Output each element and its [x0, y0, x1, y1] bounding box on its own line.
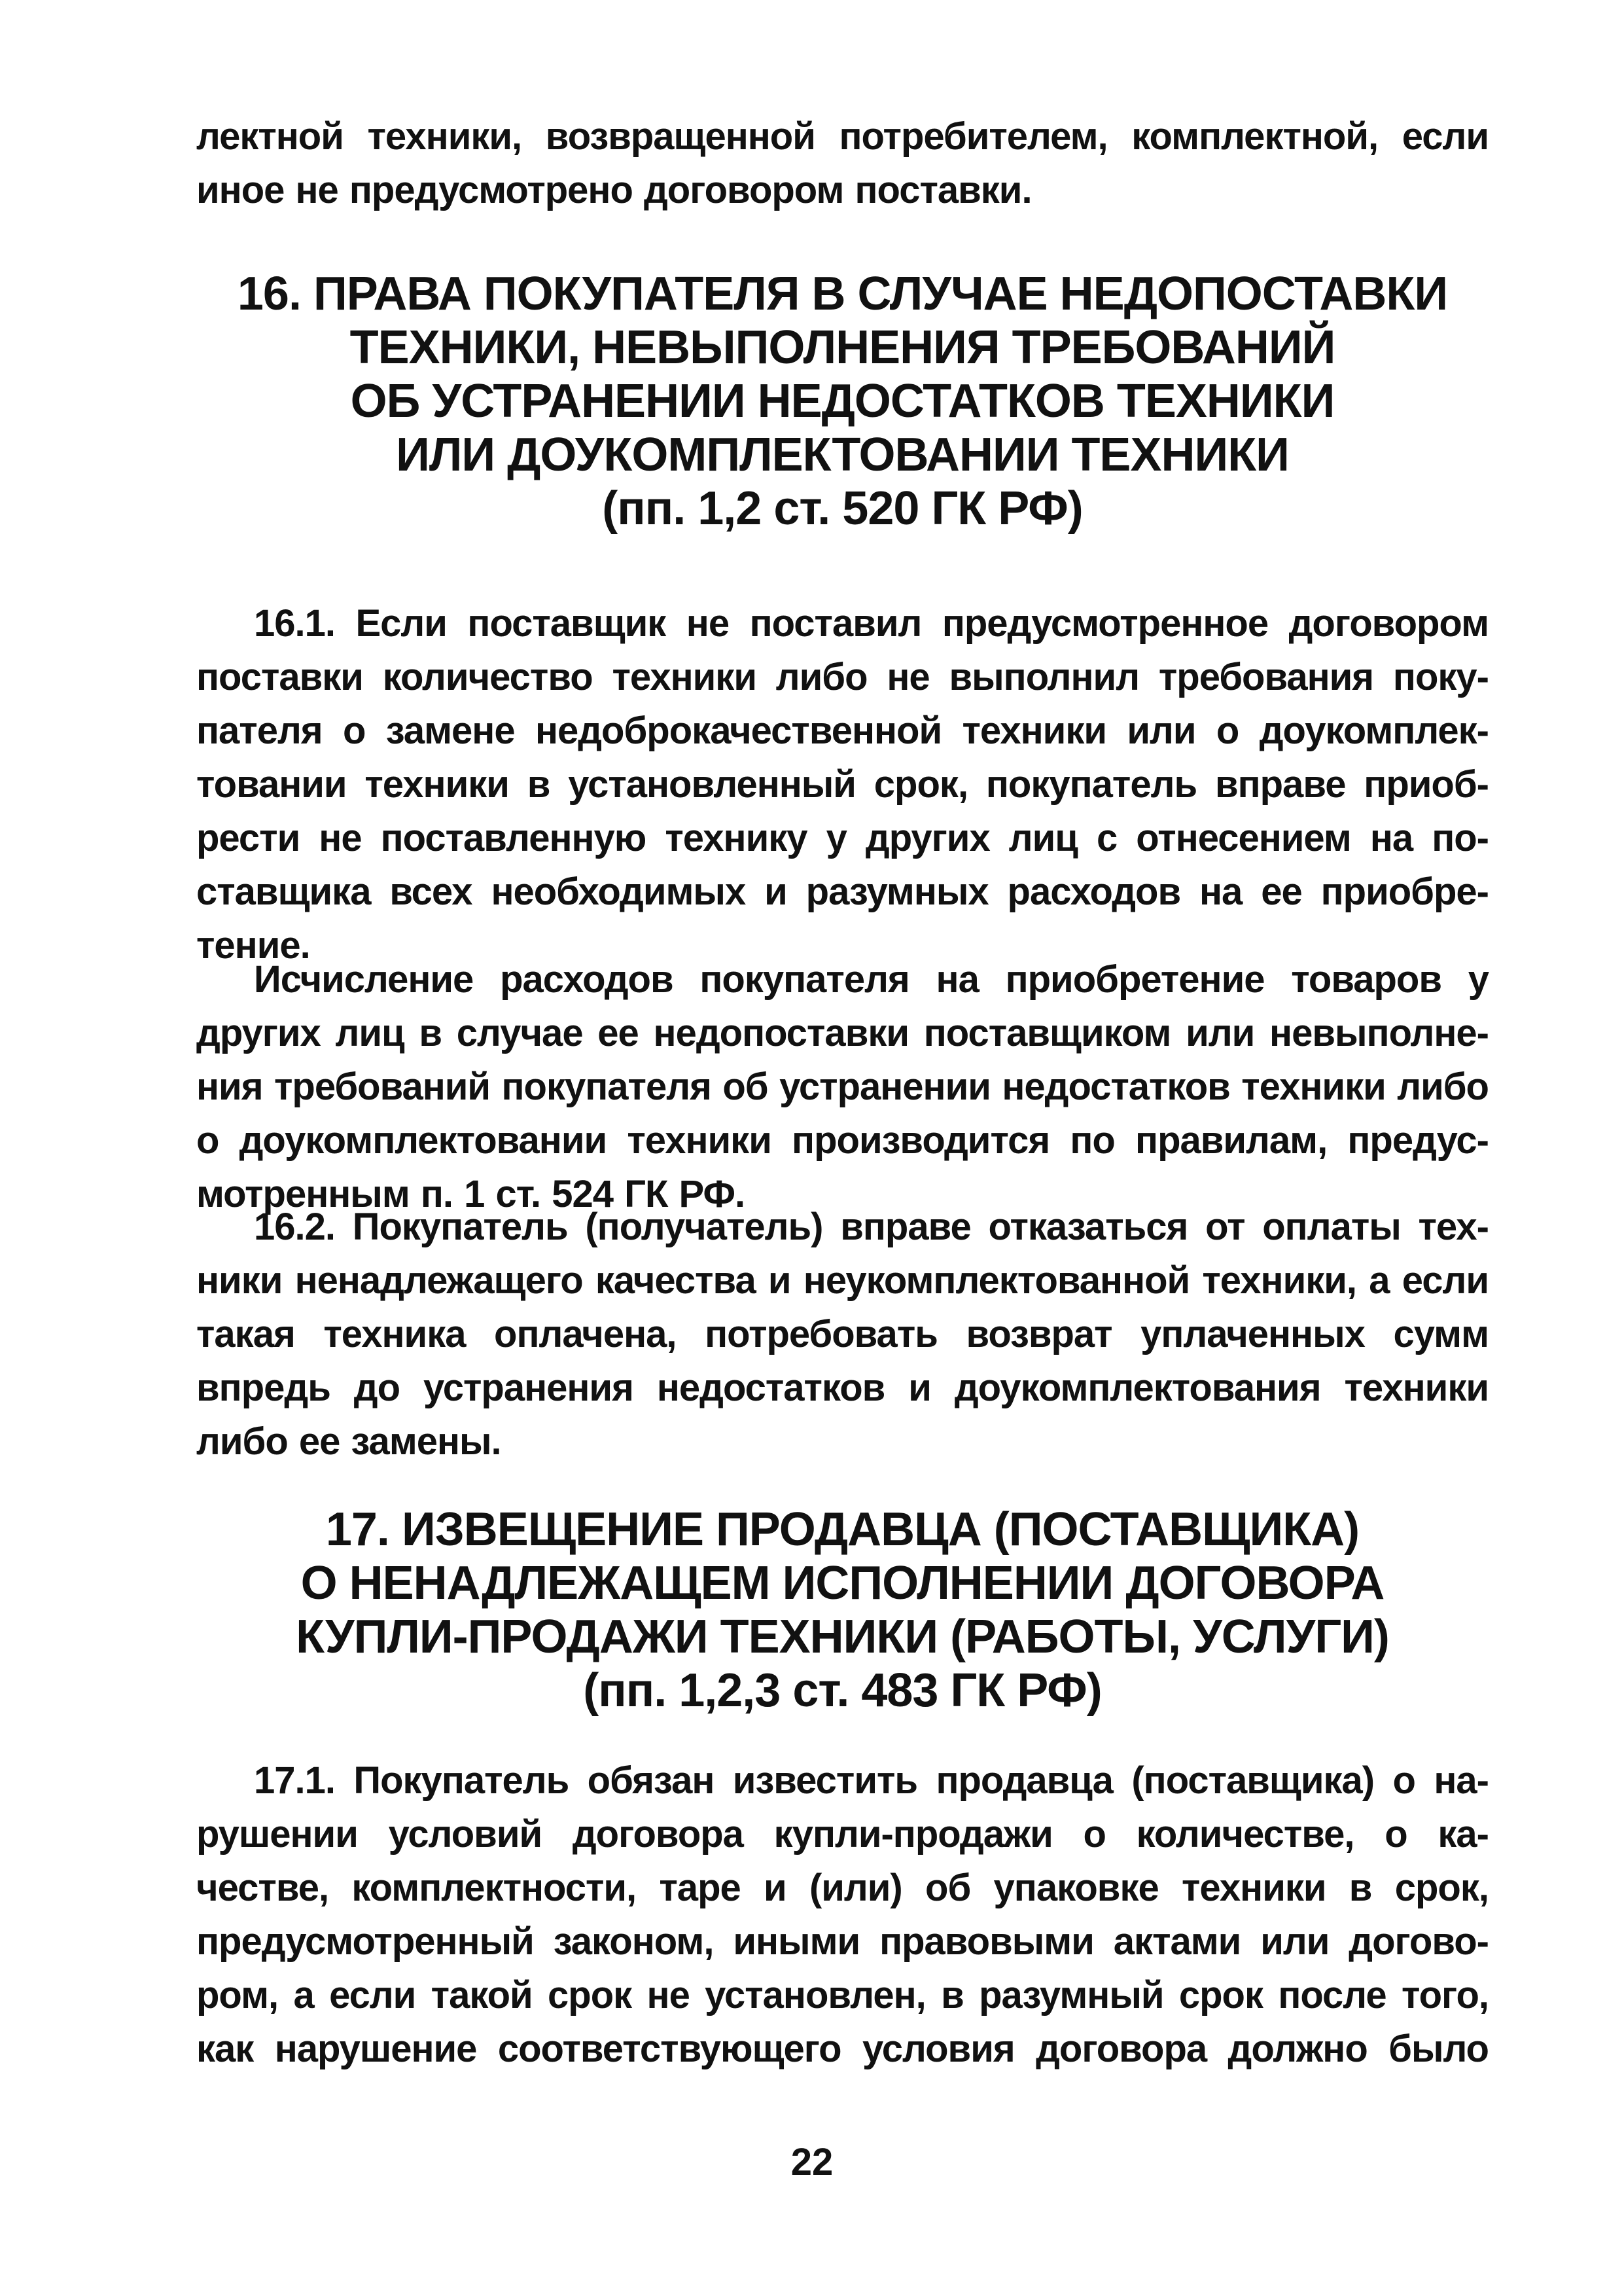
text-line: такая техника оплачена, потребовать возврат уплаченных сумм: [196, 1313, 1489, 1355]
heading-line: 17. ИЗВЕЩЕНИЕ ПРОДАВЦА (ПОСТАВЩИКА): [325, 1503, 1360, 1556]
text-line: ники ненадлежащего качества и неукомплектованной техники, а если: [196, 1259, 1489, 1302]
heading-line: (пп. 1,2 ст. 520 ГК РФ): [602, 482, 1083, 535]
text-line: впредь до устранения недостатков и доукомплектования техники: [196, 1367, 1489, 1409]
text-line: других лиц в случае ее недопоставки поставщиком или невыполне-: [196, 1012, 1489, 1054]
text-line: поставки количество техники либо не выполнил требования поку-: [196, 656, 1489, 698]
text-line: рести не поставленную технику у других лиц с отнесением на по-: [196, 817, 1489, 859]
heading-line: О НЕНАДЛЕЖАЩЕМ ИСПОЛНЕНИИ ДОГОВОРА: [300, 1557, 1385, 1609]
text-line: ния требований покупателя об устранении недостатков техники либо: [196, 1065, 1489, 1108]
paragraph-16-1: [196, 597, 1489, 973]
text-line: 17.1. Покупатель обязан известить продавца (поставщика) о на-: [254, 1759, 1489, 1802]
paragraph-16-2: [196, 1200, 1489, 1469]
text-line: мотренным п. 1 ст. 524 ГК РФ.: [196, 1173, 745, 1215]
paragraph-17-1: [196, 1754, 1489, 2076]
paragraph-expenses: [196, 953, 1489, 1221]
heading-line: ОБ УСТРАНЕНИИ НЕДОСТАТКОВ ТЕХНИКИ: [350, 375, 1335, 427]
section-17-heading: [196, 1503, 1489, 1717]
text-line: 16.2. Покупатель (получатель) вправе отказаться от оплаты тех-: [254, 1206, 1489, 1248]
text-line: товании техники в установленный срок, покупатель вправе приоб-: [196, 763, 1489, 806]
heading-line: (пп. 1,2,3 ст. 483 ГК РФ): [583, 1664, 1102, 1717]
text-line: как нарушение соответствующего условия договора должно было: [196, 2028, 1489, 2070]
heading-line: ТЕХНИКИ, НЕВЫПОЛНЕНИЯ ТРЕБОВАНИЙ: [349, 321, 1335, 374]
text-line: лектной техники, возвращенной потребителем, комплектной, если: [196, 115, 1489, 158]
text-line: о доукомплектовании техники производится по правилам, предус-: [196, 1119, 1489, 1162]
text-line: честве, комплектности, таре и (или) об упаковке техники в срок,: [196, 1867, 1489, 1909]
text-line: пателя о замене недоброкачественной техники или о доукомплек-: [196, 709, 1489, 752]
text-line: ром, а если такой срок не установлен, в разумный срок после того,: [196, 1974, 1489, 2016]
text-line: Исчисление расходов покупателя на приобретение товаров у: [254, 958, 1489, 1001]
text-line: иное не предусмотрено договором поставки.: [196, 169, 1032, 211]
page-number: 22: [790, 2141, 834, 2183]
text-line: рушении условий договора купли-продажи о количестве, о ка-: [196, 1813, 1489, 1855]
heading-line: КУПЛИ-ПРОДАЖИ ТЕХНИКИ (РАБОТЫ, УСЛУГИ): [296, 1611, 1389, 1663]
text-line: предусмотренный законом, иными правовыми актами или догово-: [196, 1920, 1489, 1963]
heading-line: 16. ПРАВА ПОКУПАТЕЛЯ В СЛУЧАЕ НЕДОПОСТАВКИ: [237, 268, 1448, 320]
section-16-heading: [196, 267, 1489, 535]
top-paragraph: [196, 110, 1489, 217]
text-line: либо ее замены.: [196, 1420, 501, 1463]
text-line: ставщика всех необходимых и разумных расходов на ее приобре-: [196, 870, 1489, 913]
heading-line: ИЛИ ДОУКОМПЛЕКТОВАНИИ ТЕХНИКИ: [396, 429, 1289, 481]
text-line: тение.: [196, 924, 310, 967]
text-line: 16.1. Если поставщик не поставил предусмотренное договором: [254, 602, 1489, 645]
